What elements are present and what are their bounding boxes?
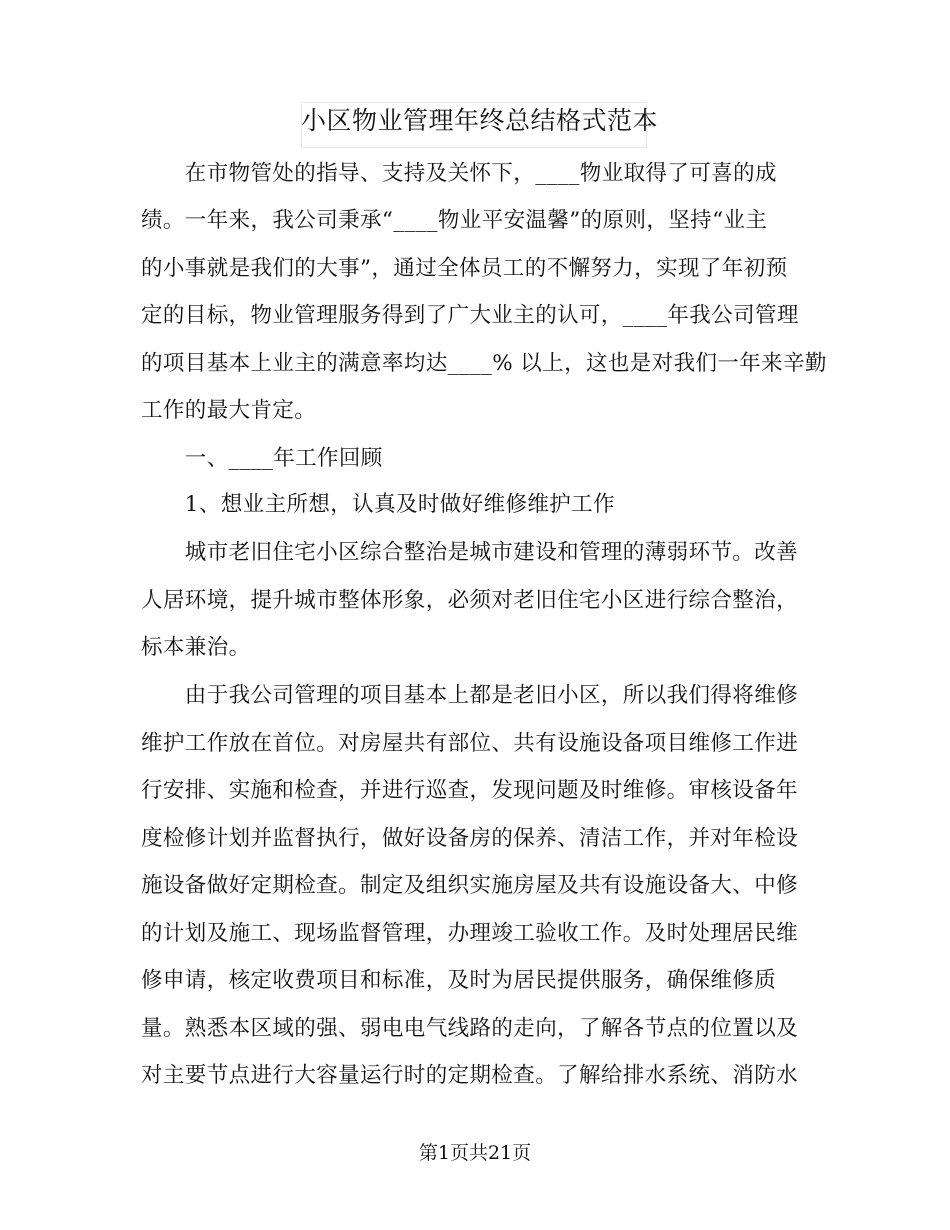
body-line: 在市物管处的指导、支持及关怀下，____物业取得了可喜的成 (141, 161, 777, 186)
body-line: 维护工作放在首位。对房屋共有部位、共有设施设备项目维修工作进 (141, 731, 799, 756)
body-line: 城市老旧住宅小区综合整治是城市建设和管理的薄弱环节。改善 (141, 540, 799, 565)
body-line: 的小事就是我们的大事”，通过全体员工的不懈努力，实现了年初预 (141, 256, 788, 281)
body-line: 标本兼治。 (141, 635, 251, 660)
body-line: 人居环境，提升城市整体形象，必须对老旧住宅小区进行综合整治， (141, 588, 799, 613)
body-line: 施设备做好定期检查。制定及组织实施房屋及共有设施设备大、中修 (141, 873, 799, 898)
body-line: 对主要节点进行大容量运行时的定期检查。了解给排水系统、消防水 (141, 1063, 799, 1088)
page-number: 第1页共21页 (418, 1142, 532, 1164)
body-line: 修申请，核定收费项目和标准，及时为居民提供服务，确保维修质 (141, 968, 777, 993)
section-heading: 一、____年工作回顾 (141, 446, 383, 471)
body-line: 的计划及施工、现场监督管理，办理竣工验收工作。及时处理居民维 (141, 921, 799, 946)
body-line: 工作的最大肯定。 (141, 398, 317, 423)
body-line: 度检修计划并监督执行，做好设备房的保养、清洁工作，并对年检设 (141, 826, 799, 851)
subsection-heading: 1、想业主所想，认真及时做好维修维护工作 (141, 492, 615, 517)
document-title: 小区物业管理年终总结格式范本 (301, 106, 659, 135)
body-line: 行安排、实施和检查，并进行巡查，发现问题及时维修。审核设备年 (141, 778, 799, 803)
body-line: 的项目基本上业主的满意率均达____% 以上，这也是对我们一年来辛勤 (141, 351, 827, 376)
body-line: 绩。一年来，我公司秉承“____物业平安温馨”的原则，坚持“业主 (141, 208, 768, 233)
body-line: 由于我公司管理的项目基本上都是老旧小区，所以我们得将维修 (141, 683, 799, 708)
body-line: 量。熟悉本区域的强、弱电电气线路的走向，了解各节点的位置以及 (141, 1016, 799, 1041)
body-line: 定的目标，物业管理服务得到了广大业主的认可，____年我公司管理 (141, 303, 799, 328)
